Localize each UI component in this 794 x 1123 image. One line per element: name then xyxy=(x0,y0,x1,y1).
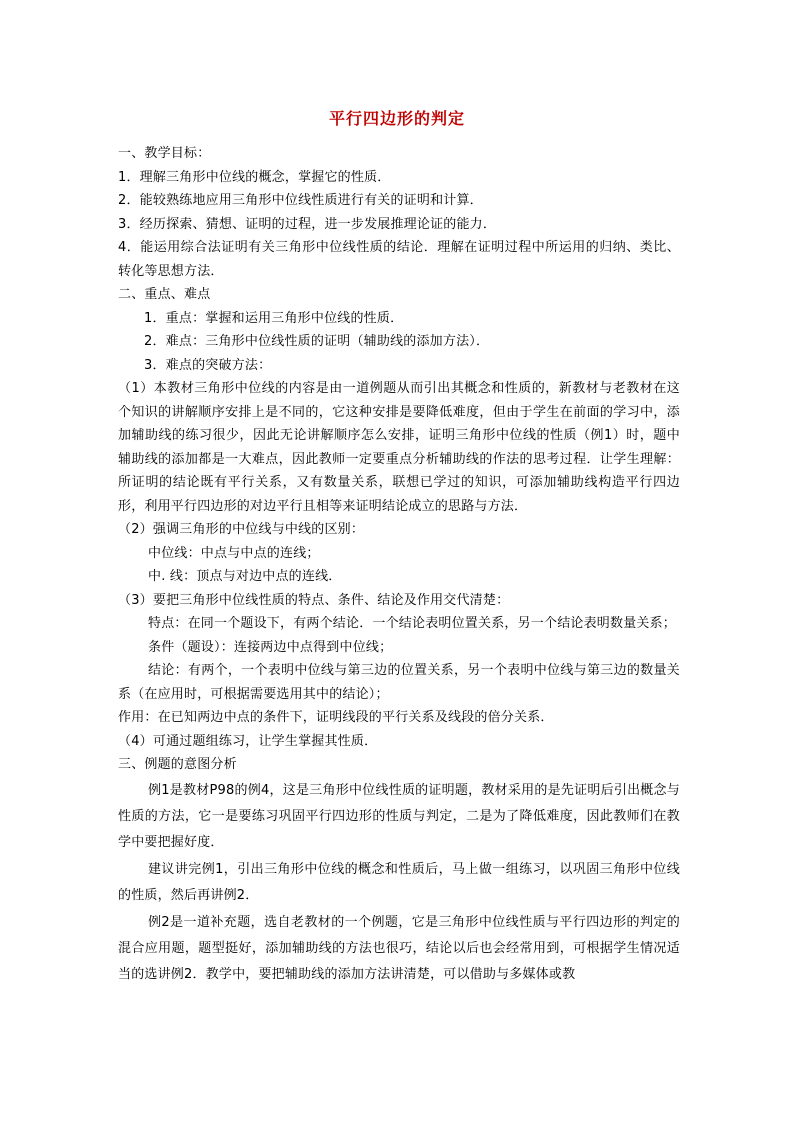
paragraph: 中位线：中点与中点的连线； xyxy=(148,545,320,561)
paragraph: 3．经历探索、猜想、证明的过程，进一步发展推理论证的能力． xyxy=(118,216,497,232)
paragraph: （2）强调三角形的中位线与中线的区别： xyxy=(118,522,365,537)
paragraph: 建议讲完例1，引出三角形中位线的概念和性质后，马上做一组练习，以巩固三角形中位线的性质，然后再讲例2． xyxy=(118,861,680,903)
paragraph: 条件（题设）：连接两边中点得到中位线； xyxy=(148,639,393,655)
paragraph: 1．重点：掌握和运用三角形中位线的性质． xyxy=(144,310,404,326)
paragraph: 4．能运用综合法证明有关三角形中位线性质的结论．理解在证明过程中所运用的归纳、类比、转化等思想方法． xyxy=(118,240,680,279)
section-heading: 一、教学目标： xyxy=(118,146,211,161)
paragraph: 结论：有两个，一个表明中位线与第三边的位置关系，另一个表明中位线与第三边的数量关系（在应用时，可根据需要选用其中的结论）； xyxy=(118,663,680,702)
paragraph: （4）可通过题组练习，让学生掌握其性质． xyxy=(118,733,378,749)
paragraph: 作用：在已知两边中点的条件下，证明线段的平行关系及线段的倍分关系． xyxy=(118,710,554,725)
paragraph: 中. 线：顶点与对边中点的连线． xyxy=(148,569,342,584)
paragraph: 例2是一道补充题，选自老教材的一个例题，它是三角形中位线性质与平行四边形的判定的混合应用题，题型挺好，添加辅助线的方法也很巧，结论以后也会经常用到，可根据学生情况适当的选讲例2．教学中，要把辅助线的添加方法讲清楚，可以借助与多媒体或教 xyxy=(118,914,680,982)
section-heading: 二、重点、难点 xyxy=(118,287,211,302)
paragraph: 1．理解三角形中位线的概念，掌握它的性质． xyxy=(118,169,391,185)
paragraph: 特点：在同一个题设下，有两个结论．一个结论表明位置关系，另一个结论表明数量关系； xyxy=(148,616,677,631)
paragraph: 2．难点：三角形中位线性质的证明（辅助线的添加方法）． xyxy=(144,334,490,349)
section-heading: 三、例题的意图分析 xyxy=(118,757,237,772)
document-body xyxy=(118,142,680,988)
paragraph: （1）本教材三角形中位线的内容是由一道例题从而引出其概念和性质的，新教材与老教材在这个知识的讲解顺序安排上是不同的，它这种安排是要降低难度，但由于学生在前面的学习中，添加辅助线的练习很少，因此无论讲解顺序怎么安排，证明三角形中位线的性质（例1）时，题中辅助线的添加都是一大难点，因此教师一定要重点分析辅助线的作法的思考过程．让学生理解：所证明的结论既有平行关系，又有数量关系，联想已学过的知识，可添加辅助线构造平行四边形，利用平行四边形的对边平行且相等来证明结论成立的思路与方法． xyxy=(118,381,680,514)
paragraph: 2．能较熟练地应用三角形中位线性质进行有关的证明和计算． xyxy=(118,193,483,208)
paragraph: 3．难点的突破方法： xyxy=(144,357,272,373)
paragraph: 例1是教材P98的例4，这是三角形中位线性质的证明题，教材采用的是先证明后引出概念与性质的方法，它一是要练习巩固平行四边形的性质与判定，二是为了降低难度，因此教师们在教学中要把握好度． xyxy=(118,782,680,850)
paragraph: （3）要把三角形中位线性质的特点、条件、结论及作用交代清楚： xyxy=(118,592,510,608)
document-title: 平行四边形的判定 xyxy=(328,109,465,128)
